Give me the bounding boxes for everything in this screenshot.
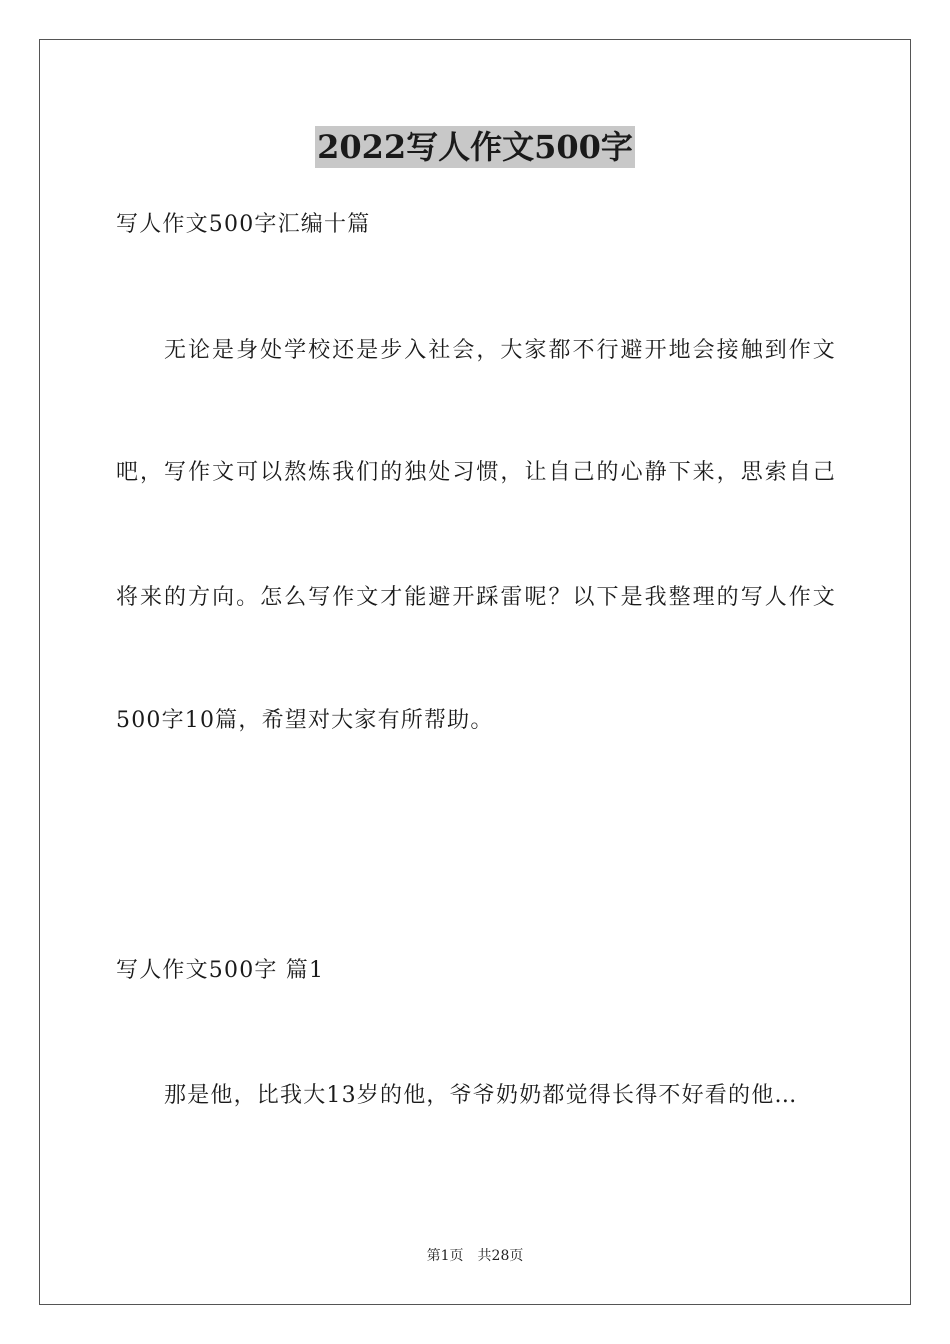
title-container (0, 126, 950, 168)
document-title: 2022写人作文500字 (317, 128, 633, 166)
intro-line-2: 吧，写作文可以熬炼我们的独处习惯，让自己的心静下来，思索自己 (116, 460, 836, 485)
intro-line-1: 无论是身处学校还是步入社会，大家都不行避开地会接触到作文 (164, 338, 836, 363)
page-footer (0, 1246, 950, 1266)
section-first-line: 那是他，比我大13岁的他，爷爷奶奶都觉得长得不好看的他… (164, 1083, 798, 1108)
section-heading: 写人作文500字 篇1 (116, 958, 325, 983)
document-subtitle: 写人作文500字汇编十篇 (116, 212, 371, 237)
page-number: 第1页 (426, 1248, 464, 1264)
intro-line-3: 将来的方向。怎么写作文才能避开踩雷呢？以下是我整理的写人作文 (116, 585, 836, 610)
intro-line-4: 500字10篇，希望对大家有所帮助。 (116, 708, 494, 733)
total-pages: 共28页 (477, 1248, 524, 1264)
